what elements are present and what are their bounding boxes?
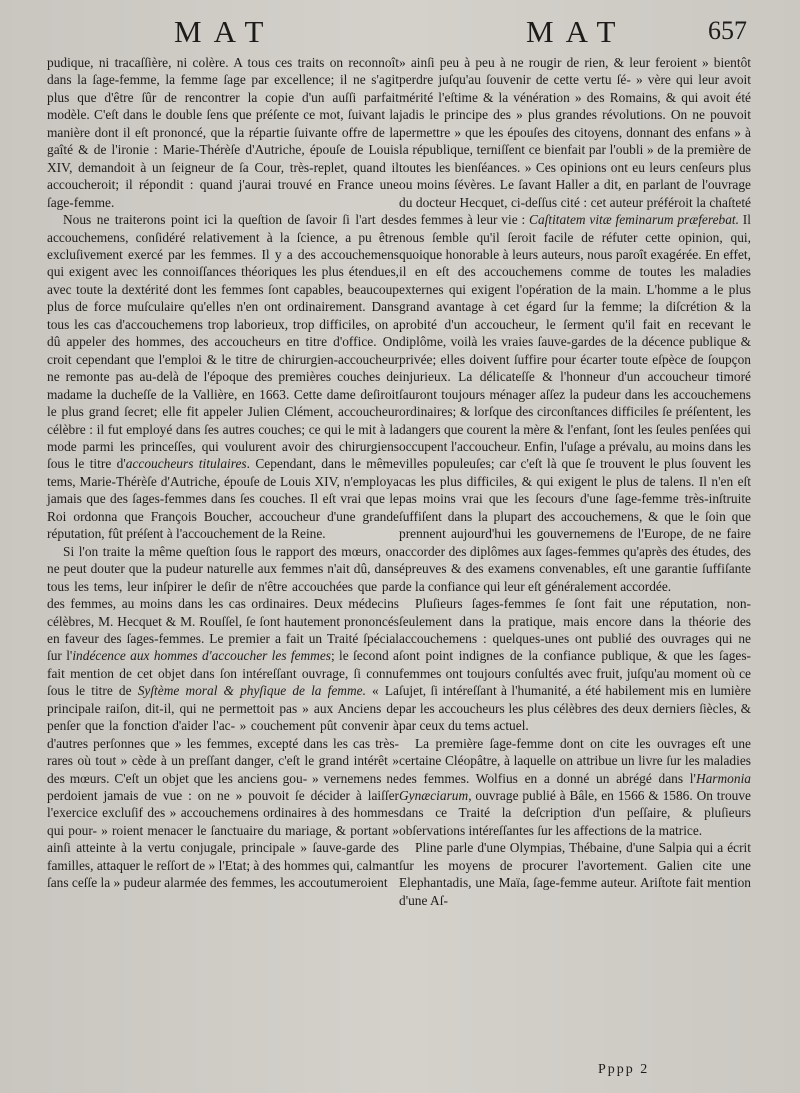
paragraph: Pluſieurs ſages-femmes ſe ſont fait une réputation, non-ſeulement dans la pratique, mais encore dans la théorie des accouchemens : quelques-unes ont publié des ouvrages qui ne ſont point indignes de la confiance publique, & que les ſages-femmes ont toujours conſultés avec fruit, juſqu'au moment où ce ſujet, ſi intéreſſant à l'humanité, a été habilement mis en lumière par les accoucheurs les plus célèbres des deux derniers ſiècles, & par ceux du tems actuel. (399, 596, 751, 734)
text-run: . Cependant, dans le même tems, Marie-Thérèſe d'Autriche, épouſe de Louis XIV, n'employa jamais que des ſages-femmes dans ſes couches. Il eſt vrai que le Roi ordonna que François Boucher, accoucheur d'une grande réputation, fût préſent à l'accouchement de la Reine. (47, 456, 399, 542)
text-run: ; le ſecond a fait mention de cet objet dans ſon intéreſſant ouvrage, ſi connu ſous le titre de (47, 648, 399, 699)
paragraph (399, 54, 751, 595)
text-run: » ainſi peu à peu à ne rougir de rien, & leur feroient » bientôt perdre juſqu'au ſouvenir de cette vertu ſé- » vère qui leur avoit mérité l'eſtime & la vénération » des Romains, & qui avoit été jadis le principe des » plus grandes révolutions. On ne pouvoit permettre » que les épouſes des citoyens, donnant des enfans » à la république, terniſſent ce bienfait par l'oubli » de la première de toutes les bienſéances. » Ces opinions ont eu leurs cenſeurs plus ou moins ſévères. Le ſavant Haller a dit, en parlant de l'ouvrage du docteur Hecquet, ci-deſſus cité : cet auteur préféroit la chaſteté des femmes à leur vie : (399, 55, 751, 228)
italic-text: indécence aux hommes d'accoucher les femmes (72, 648, 332, 664)
left-column (47, 54, 399, 892)
text-run: , ouvrage publié à Bâle, en 1566 & 1586. On trouve dans ce Traité la deſcription d'un peſſaire, & pluſieurs obſervations intéreſſantes ſur les affections de la matrice. (399, 788, 751, 838)
italic-text: Caſtitatem vitæ feminarum præferebat. (529, 212, 739, 228)
quotation: « La principale raiſon, dit-il, qui ne permettoit pas » aux Anciens de penſer que la fonction d'aider l'ac- » couchement pût convenir à d'autres perſonnes que » les femmes, excepté dans les cas très-rares où tout » cède à un preſſant danger, c'eſt le grand intérêt » des mœurs. C'eſt un objet que les anciens gou- » vernemens ne perdoient jamais de vue : on ne » pouvoit ſe décider à laiſſer l'exercice excluſif des » accouchemens ordinaires à des hommes qui pour- » roient menacer le ſanctuaire du mariage, & portant » ainſi atteinte à la vertu conjugale, principale » ſauve-garde des familles, attaquer le reſſort de » l'Etat; à des hommes qui, calmant ſans ceſſe la » pudeur alarmée des femmes, les accoutumeroient (47, 683, 399, 891)
page-number: 657 (708, 16, 747, 45)
signature-mark: Pppp 2 (598, 1062, 650, 1077)
paragraph: Pline parle d'une Olympias, Thébaine, d'une Salpia qui a écrit ſur les moyens de procurer l'avortement. Galien cite une Elephantadis, une Maïa, ſage-femme auteur. Ariſtote fait mention d'une Aſ- (399, 840, 751, 908)
text-run: Nous ne traiterons point ici la queſtion de ſavoir ſi l'art des accouchemens, conſidéré relativement à la ſcience, a pu être excluſivement exercé par les femmes. Il y a des accouchemens qui exigent avec les connoiſſances théoriques les plus étendues, avec toute la dextérité dont les femmes ſont capables, beaucoup plus de force muſculaire qu'elles n'en ont ordinairement. Dans tous les cas d'accouchemens trop laborieux, trop difficiles, on a dû appeler des hommes, des accoucheurs en titre d'office. On croit cependant que l'emploi & le titre de chirurgien-accoucheur ne remonte pas au-delà de l'époque des premières couches de madame la ducheſſe de la Vallière, en 1663. Cette dame deſiroit le plus grand ſecret; elle fit appeler Julien Clément, accoucheur célèbre : il fut employé dans ſes autres couches; ce qui le mit à la mode parmi les princeſſes, qui voulurent avoir des chirurgiens ſous le titre d' (47, 212, 399, 472)
text-run: Il nous ſemble qu'il ſeroit facile de réfuter cette opinion, qui, quoique honorable à leurs auteurs, nous paroît exagérée. En effet, il en eſt des accouchemens comme de toutes les maladies externes qui exigent l'opération de la main. L'homme a le plus grand avantage à cet égard ſur la femme; la diſcrétion & la probité d'un accoucheur, le ſerment qu'il fait en recevant le diplôme, voilà les vraies ſauve-gardes de la décence publique & privée; elles doivent ſuffire pour écarter toute eſpèce de ſoupçon injurieux. La délicateſſe & l'honneur d'un accoucheur timoré ſauront toujours ménager aſſez la pudeur dans les accouchemens ordinaires; & lorſque des circonſtances difficiles ſe préſentent, les dangers que courent la mère & l'enfant, ſont les ſeules penſées qui occupent l'accoucheur. Enfin, l'uſage a prévalu, au moins dans les villes populeuſes; car c'eſt là que ſe trouvent le plus ſouvent les cas les plus difficiles, & qui exigent le plus de talens. Il n'en eſt pas moins vrai que les ſecours d'une ſage-femme très-inſtruite ſuffiſent dans la plupart des accouchemens, & que le ſoin que prennent aujourd'hui les gouvernemens de l'Europe, de ne faire accorder des diplômes aux ſages-femmes qu'après des études, des épreuves & des examens convenables, eſt une garantie ſuffiſante de la confiance qui leur eſt généralement accordée. (399, 212, 751, 594)
paragraph: pudique, ni tracaſſière, ni colère. A tous ces traits on reconnoît dans la ſage-femme, la femme ſage par excellence; il ne s'agit plus que d'être ſûr de rencontrer la copie d'un auſſi parfait modèle. C'eſt dans le double ſens que préſente ce mot, ſuivant la manière dont il eſt prononcé, que la répartie ſuivante offre de la gaîté & de l'ironie : Marie-Thérèſe d'Autriche, épouſe de Louis XIV, demandoit à un ſeigneur de ſa Cour, très-replet, quand il accoucheroit; il répondit : quand j'aurai trouvé en France une ſage-femme. (47, 55, 399, 210)
running-head-center: MAT (526, 14, 628, 49)
paragraph (399, 735, 751, 840)
italic-text: Harmonia Gynæciarum (399, 770, 751, 804)
running-head (0, 14, 800, 50)
italic-text: accoucheurs titulaires (125, 456, 247, 472)
paragraph (47, 543, 399, 892)
running-head-left: MAT (174, 14, 276, 49)
text-run: Si l'on traite la même queſtion ſous le rapport des mœurs, on ne peut douter que la pudeur naturelle aux femmes n'ait dû, dans tous les tems, leur inſpirer le deſir de n'être accouchées que par des femmes, au moins dans les cas ordinaires. Deux médecins célèbres, M. Hecquet & M. Rouſſel, ſe ſont hautement prononcés en faveur des ſages-femmes. Le premier a fait un Traité ſpécial ſur l' (47, 543, 399, 664)
text-run: La première ſage-femme dont on cite les ouvrages eſt une certaine Cléopâtre, à laquelle on attribue un livre ſur les maladies des femmes. Wolfius en a donné un abrégé dans l' (399, 735, 751, 786)
paragraph (47, 211, 399, 543)
italic-text: Syſtème moral & phyſique de la femme. (137, 683, 366, 699)
right-column (399, 54, 751, 909)
